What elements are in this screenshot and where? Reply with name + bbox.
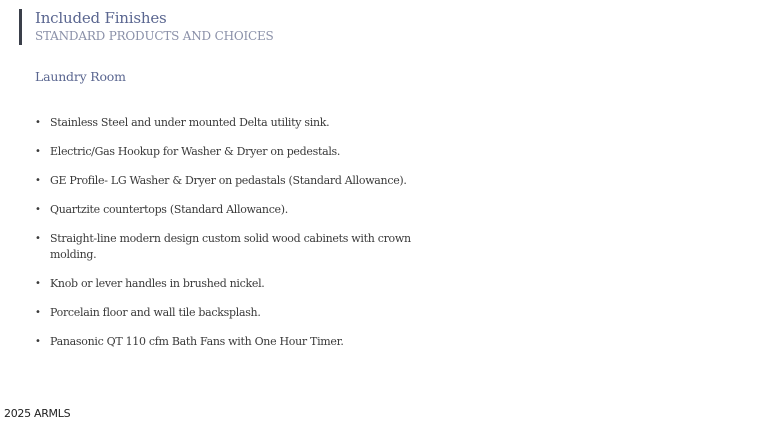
list-item-text: Quartzite countertops (Standard Allowance). xyxy=(50,203,288,216)
finishes-list xyxy=(35,115,435,363)
list-item xyxy=(35,202,435,218)
bullet-icon: • xyxy=(35,204,41,215)
section-heading: Laundry Room xyxy=(35,69,126,84)
bullet-icon: • xyxy=(35,278,41,289)
bullet-icon: • xyxy=(35,336,41,347)
list-item xyxy=(35,231,435,263)
list-item xyxy=(35,173,435,189)
list-item xyxy=(35,334,435,350)
list-item-text: Knob or lever handles in brushed nickel. xyxy=(50,277,265,290)
page-title: Included Finishes xyxy=(35,9,167,27)
bullet-icon: • xyxy=(35,233,41,244)
list-item xyxy=(35,144,435,160)
bullet-icon: • xyxy=(35,175,41,186)
list-item-text: Straight-line modern design custom solid wood cabinets with crown molding. xyxy=(50,232,411,261)
bullet-icon: • xyxy=(35,117,41,128)
list-item-text: Panasonic QT 110 cfm Bath Fans with One Hour Timer. xyxy=(50,335,344,348)
list-item xyxy=(35,305,435,321)
list-item xyxy=(35,276,435,292)
copyright-footer: 2025 ARMLS xyxy=(4,407,71,420)
list-item-text: GE Profile- LG Washer & Dryer on pedastals (Standard Allowance). xyxy=(50,174,407,187)
list-item-text: Electric/Gas Hookup for Washer & Dryer on pedestals. xyxy=(50,145,341,158)
list-item-text: Porcelain floor and wall tile backsplash. xyxy=(50,306,261,319)
bullet-icon: • xyxy=(35,307,41,318)
bullet-icon: • xyxy=(35,146,41,157)
page-header xyxy=(19,9,274,45)
list-item xyxy=(35,115,435,131)
page-subtitle: STANDARD PRODUCTS AND CHOICES xyxy=(35,29,274,43)
list-item-text: Stainless Steel and under mounted Delta utility sink. xyxy=(50,116,330,129)
